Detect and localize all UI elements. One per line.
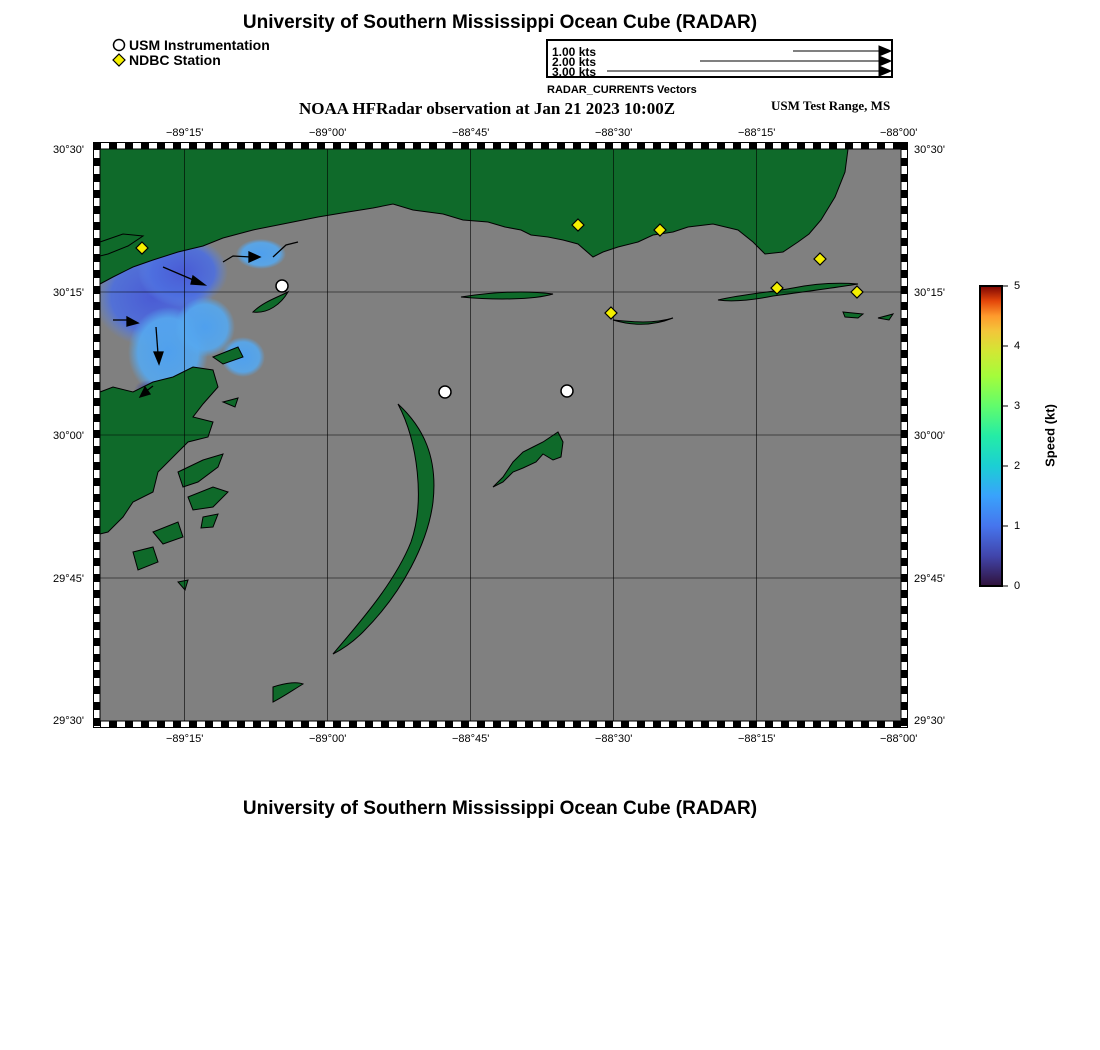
lat-tick-right-4: 29°45' [914, 573, 945, 585]
radar-map [93, 142, 908, 728]
ref-row-1: 1.00 kts [552, 45, 597, 59]
vector-reference-caption: RADAR_CURRENTS Vectors [547, 84, 697, 96]
legend-usm-instrumentation [112, 37, 270, 53]
map-subtitle: NOAA HFRadar observation at Jan 21 2023 10:00Z [299, 99, 676, 118]
lon-tick-bottom-5: −88°15' [738, 733, 776, 745]
colorbar-tick-1: 1 [1014, 520, 1021, 532]
colorbar-tick-3: 3 [1014, 400, 1021, 412]
lat-tick-left-1: 30°30' [53, 144, 84, 156]
lat-tick-right-1: 30°30' [914, 144, 945, 156]
colorbar-tick-2: 2 [1014, 460, 1021, 472]
lon-tick-top-5: −88°15' [738, 127, 776, 139]
lat-tick-left-5: 29°30' [53, 715, 84, 727]
colorbar-tick-5: 5 [1014, 280, 1021, 292]
vector-reference-box [546, 39, 893, 78]
lon-tick-top-4: −88°30' [595, 127, 633, 139]
usm-instrument-1 [276, 280, 288, 292]
lat-tick-right-2: 30°15' [914, 287, 945, 299]
lat-tick-left-2: 30°15' [53, 287, 84, 299]
usm-instrument-3 [561, 385, 573, 397]
lat-tick-right-5: 29°30' [914, 715, 945, 727]
reference-arrows [548, 41, 891, 79]
ref-row-2: 2.00 kts [552, 55, 597, 69]
lat-tick-left-3: 30°00' [53, 430, 84, 442]
lon-tick-top-1: −89°15' [166, 127, 204, 139]
lon-tick-top-6: −88°00' [880, 127, 918, 139]
circle-marker-icon [112, 38, 126, 52]
lon-tick-top-3: −88°45' [452, 127, 490, 139]
colorbar-tick-0: 0 [1014, 580, 1021, 592]
speed-colorbar [975, 282, 1025, 590]
legend-ndbc-station [112, 52, 221, 68]
lon-tick-bottom-3: −88°45' [452, 733, 490, 745]
lon-tick-bottom-6: −88°00' [880, 733, 918, 745]
lat-tick-right-3: 30°00' [914, 430, 945, 442]
usm-instrument-2 [439, 386, 451, 398]
diamond-marker-icon [112, 53, 126, 67]
page-title: University of Southern Mississippi Ocean Cube (RADAR) [242, 12, 758, 33]
legend-ndbc-label: NDBC Station [129, 52, 221, 68]
lon-tick-top-2: −89°00' [309, 127, 347, 139]
ref-row-3: 3.00 kts [552, 65, 597, 79]
map-location: USM Test Range, MS [771, 98, 891, 113]
lon-tick-bottom-1: −89°15' [166, 733, 204, 745]
bottom-title: University of Southern Mississippi Ocean Cube (RADAR) [242, 798, 758, 819]
legend-usm-label: USM Instrumentation [129, 37, 270, 53]
colorbar-label: Speed (kt) [1042, 404, 1058, 467]
lon-tick-bottom-2: −89°00' [309, 733, 347, 745]
lon-tick-bottom-4: −88°30' [595, 733, 633, 745]
lat-tick-left-4: 29°45' [53, 573, 84, 585]
colorbar-tick-4: 4 [1014, 340, 1021, 352]
